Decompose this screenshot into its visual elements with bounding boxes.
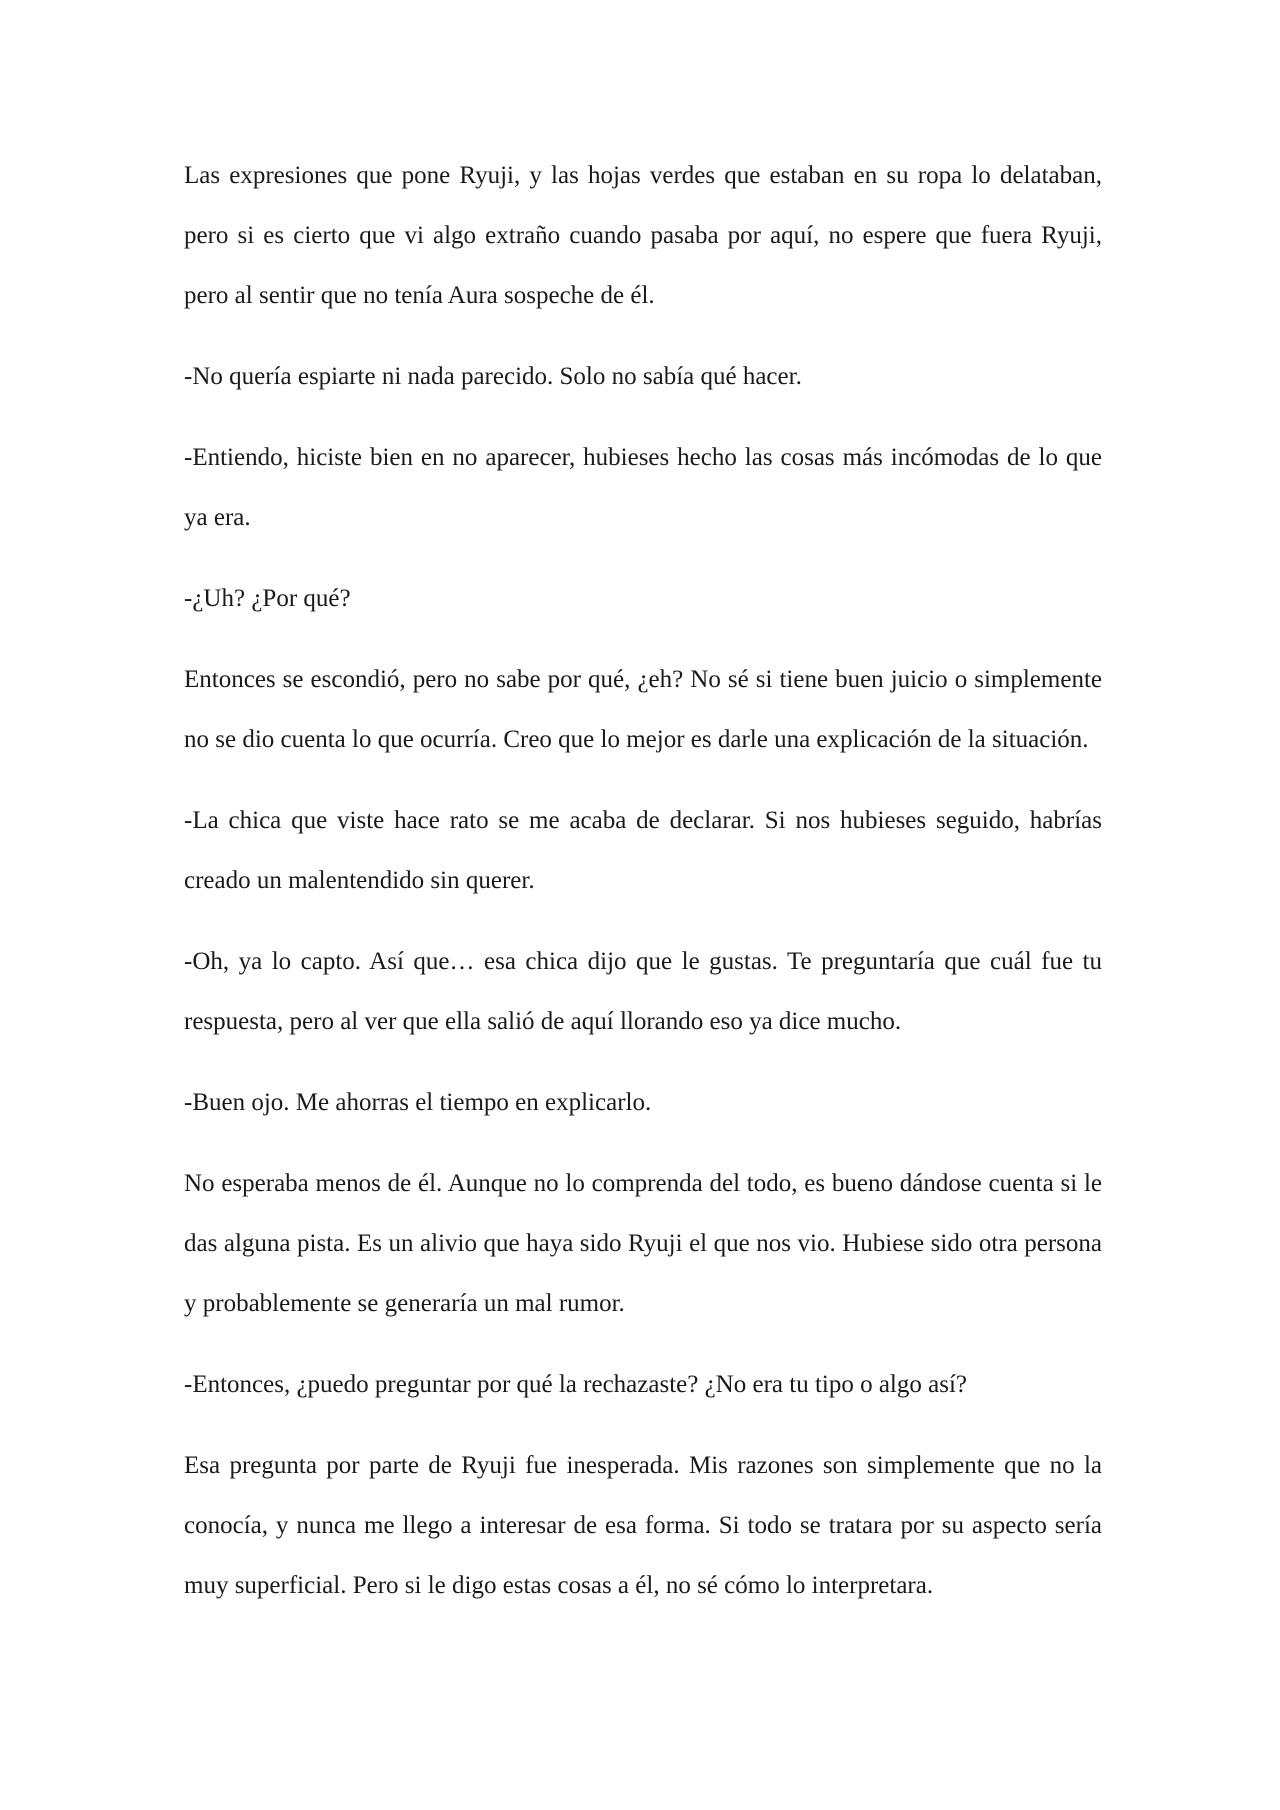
paragraph-6: -La chica que viste hace rato se me acaba de declarar. Si nos hubieses seguido, habrías creado un malentendido sin querer. <box>184 807 1102 894</box>
paragraph-9: No esperaba menos de él. Aunque no lo comprenda del todo, es bueno dándose cuenta si le das alguna pista. Es un alivio que haya sido Ryuji el que nos vio. Hubiese sido otra persona y probablemente se generaría un mal rumor. <box>184 1170 1102 1317</box>
paragraph-5: Entonces se escondió, pero no sabe por qué, ¿eh? No sé si tiene buen juicio o simplemente no se dio cuenta lo que ocurría. Creo que lo mejor es darle una explicación de la situación. <box>184 666 1102 753</box>
paragraph-11: Esa pregunta por parte de Ryuji fue inesperada. Mis razones son simplemente que no la conocía, y nunca me llego a interesar de esa forma. Si todo se tratara por su aspecto sería muy superficial. Pero si le digo estas cosas a él, no sé cómo lo interpretara. <box>184 1452 1102 1599</box>
paragraph-7: -Oh, ya lo capto. Así que… esa chica dijo que le gustas. Te preguntaría que cuál fue tu respuesta, pero al ver que ella salió de aquí llorando eso ya dice mucho. <box>184 948 1102 1035</box>
paragraph-1: Las expresiones que pone Ryuji, y las hojas verdes que estaban en su ropa lo delataban, pero si es cierto que vi algo extraño cuando pasaba por aquí, no espere que fuera Ryuji, pero al sentir que no tenía Aura sospeche de él. <box>184 162 1102 309</box>
document-page <box>184 146 1102 1616</box>
paragraph-2: -No quería espiarte ni nada parecido. Solo no sabía qué hacer. <box>184 363 802 390</box>
paragraph-4: -¿Uh? ¿Por qué? <box>184 585 351 612</box>
paragraph-3: -Entiendo, hiciste bien en no aparecer, hubieses hecho las cosas más incómodas de lo que ya era. <box>184 444 1102 531</box>
paragraph-8: -Buen ojo. Me ahorras el tiempo en explicarlo. <box>184 1089 652 1116</box>
paragraph-10: -Entonces, ¿puedo preguntar por qué la rechazaste? ¿No era tu tipo o algo así? <box>184 1371 967 1398</box>
